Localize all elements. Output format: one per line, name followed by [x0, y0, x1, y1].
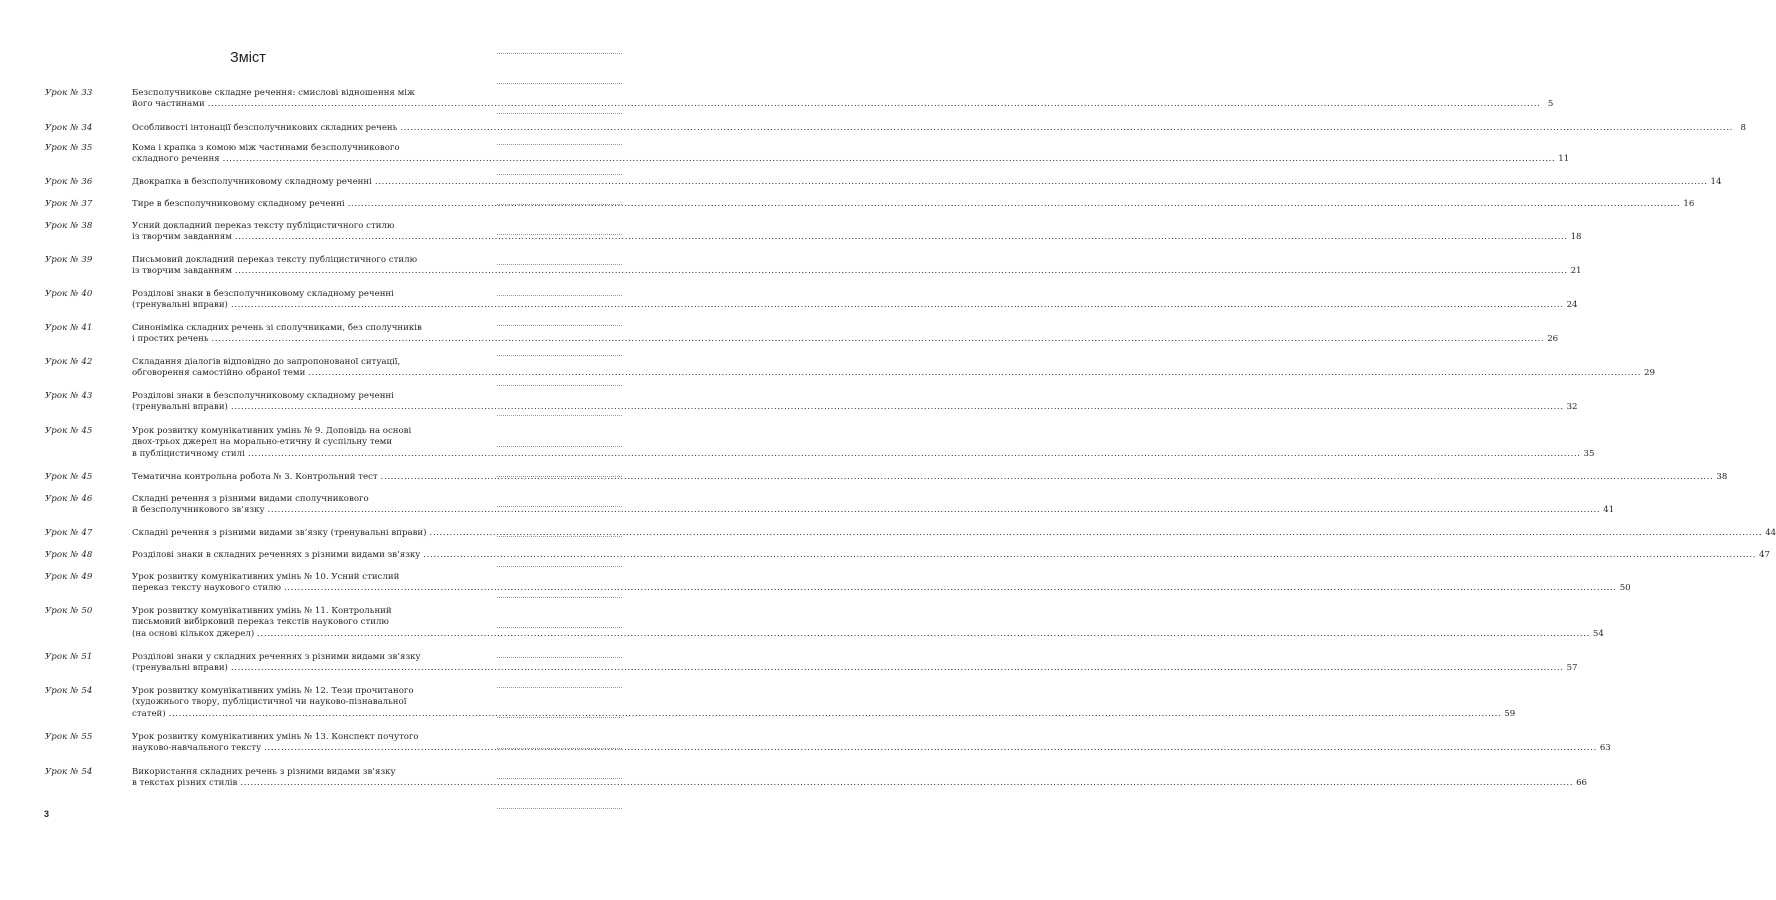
entry-line: Розділові знаки в безсполучниковому складному реченні — [132, 289, 394, 299]
note-line — [497, 174, 622, 175]
page-ref: 21 — [1570, 266, 1582, 277]
dot-leader: ................................................................................................................................................................................................................................................................................................................................................................................................................ — [267, 505, 1601, 516]
dot-leader: ................................................................................................................................................................................................................................................................................................................................................................................................................ — [234, 266, 1568, 277]
dot-leader: ................................................................................................................................................................................................................................................................................................................................................................................................................ — [230, 402, 1564, 413]
entry-line: Особливості інтонації безсполучникових складних речень — [132, 123, 398, 133]
entry-last-line — [132, 199, 1695, 210]
entry-text — [132, 606, 1604, 640]
dot-leader: ................................................................................................................................................................................................................................................................................................................................................................................................................ — [211, 334, 1545, 345]
note-line — [497, 566, 622, 567]
page-ref: 59 — [1504, 708, 1516, 719]
entry-line: Урок розвитку комунікативних умінь № 12. Тези прочитаного — [132, 686, 414, 696]
note-line — [497, 204, 622, 205]
lesson-number: Урок № 46 — [45, 494, 93, 504]
entry-line: Двокрапка в безсполучниковому складному реченні — [132, 177, 372, 187]
note-line — [497, 355, 622, 356]
entry-line: письмовий вибірковий переказ текстів наукового стилю — [132, 617, 389, 628]
page-ref: 57 — [1566, 663, 1578, 674]
dot-leader: ................................................................................................................................................................................................................................................................................................................................................................................................................ — [168, 708, 1502, 719]
entry-line: в публіцистичному стилі — [132, 448, 245, 459]
lesson-number: Урок № 33 — [45, 88, 93, 98]
entry-text — [132, 767, 1587, 790]
note-line — [497, 264, 622, 265]
dot-leader: ................................................................................................................................................................................................................................................................................................................................................................................................................ — [234, 232, 1568, 243]
note-line — [497, 476, 622, 477]
entry-text — [132, 572, 1631, 595]
entry-last-line — [132, 300, 1578, 311]
dot-leader: ................................................................................................................................................................................................................................................................................................................................................................................................................ — [374, 177, 1708, 187]
lesson-number: Урок № 48 — [45, 550, 93, 560]
page-ref: 16 — [1683, 199, 1695, 209]
page-number: 3 — [44, 809, 50, 819]
page-ref: 66 — [1576, 778, 1587, 789]
note-line — [497, 144, 622, 145]
note-line — [497, 748, 622, 749]
page-ref: 24 — [1566, 300, 1578, 311]
note-line — [497, 234, 622, 235]
note-line — [497, 83, 622, 84]
page-ref: 14 — [1710, 177, 1722, 187]
entry-line: Кома і крапка з комою між частинами безсполучникового — [132, 143, 400, 153]
note-line — [497, 687, 622, 688]
lesson-number: Урок № 40 — [45, 289, 93, 299]
entry-text — [132, 255, 1582, 278]
page-ref: 38 — [1716, 472, 1728, 482]
dot-leader: ................................................................................................................................................................................................................................................................................................................................................................................................................ — [380, 472, 1714, 482]
entry-line: двох-трьох джерел на морально-етичну й суспільну теми — [132, 437, 393, 448]
entry-last-line — [132, 550, 1770, 561]
lesson-number: Урок № 51 — [45, 652, 93, 662]
dot-leader: ................................................................................................................................................................................................................................................................................................................................................................................................................ — [222, 154, 1556, 165]
entry-last-line — [132, 154, 1570, 165]
entry-last-line — [132, 177, 1722, 188]
entry-last-line — [132, 402, 1578, 413]
page-title: Зміст — [230, 50, 266, 66]
dot-leader: ................................................................................................................................................................................................................................................................................................................................................................................................................ — [264, 743, 1597, 754]
entry-text — [132, 494, 1615, 517]
page-ref: 41 — [1603, 505, 1615, 516]
entry-line: із творчим завданням — [132, 232, 232, 243]
lesson-number: Урок № 34 — [45, 123, 93, 133]
entry-text — [132, 686, 1516, 720]
note-line — [497, 778, 622, 779]
page-ref: 18 — [1570, 232, 1582, 243]
entry-text — [132, 357, 1655, 380]
lesson-number: Урок № 54 — [45, 686, 93, 696]
entry-text — [132, 426, 1595, 460]
dot-leader: ................................................................................................................................................................................................................................................................................................................................................................................................................ — [247, 448, 1581, 459]
dot-leader: ................................................................................................................................................................................................................................................................................................................................................................................................................ — [400, 123, 1734, 133]
entry-text — [132, 550, 1770, 561]
dot-leader: ................................................................................................................................................................................................................................................................................................................................................................................................................ — [240, 778, 1574, 789]
entry-text — [132, 528, 1776, 539]
page-ref: 63 — [1599, 743, 1611, 754]
entry-line: Складні речення з різними видами зв’язку (тренувальні вправи) — [132, 528, 427, 538]
note-line — [497, 506, 622, 507]
note-line — [497, 446, 622, 447]
dot-leader: ................................................................................................................................................................................................................................................................................................................................................................................................................ — [230, 663, 1564, 674]
lesson-number: Урок № 45 — [45, 426, 93, 436]
entry-last-line — [132, 743, 1611, 754]
entry-line: Використання складних речень з різними видами зв’язку — [132, 767, 396, 777]
note-line — [497, 295, 622, 296]
note-line — [497, 325, 622, 326]
entry-line: Безсполучникове складне речення: смислові відношення між — [132, 88, 415, 98]
entry-line: (тренувальні вправи) — [132, 300, 228, 311]
entry-line: й безсполучникового зв’язку — [132, 505, 265, 516]
entry-line: і простих речень — [132, 334, 209, 345]
entry-line: (на основі кількох джерел) — [132, 628, 255, 639]
entry-last-line — [132, 472, 1728, 483]
lesson-number: Урок № 45 — [45, 472, 93, 482]
lesson-number: Урок № 38 — [45, 221, 93, 231]
note-line — [497, 597, 622, 598]
entry-text — [132, 323, 1559, 346]
entry-text — [132, 177, 1722, 188]
entry-line: Складні речення з різними видами сполучникового — [132, 494, 369, 504]
dot-leader: ................................................................................................................................................................................................................................................................................................................................................................................................................ — [257, 628, 1590, 639]
page-ref: 50 — [1619, 583, 1631, 594]
entry-last-line — [132, 266, 1582, 277]
entry-text — [132, 143, 1570, 166]
note-line — [497, 627, 622, 628]
dot-leader: ................................................................................................................................................................................................................................................................................................................................................................................................................ — [230, 300, 1564, 311]
entry-line: Урок розвитку комунікативних умінь № 10. Усний стислий — [132, 572, 400, 582]
page-ref: 32 — [1566, 402, 1578, 413]
note-line — [497, 113, 622, 114]
lesson-number: Урок № 43 — [45, 391, 93, 401]
entry-text — [132, 652, 1578, 675]
lesson-number: Урок № 54 — [45, 767, 93, 777]
entry-last-line — [132, 232, 1582, 243]
entry-last-line — [132, 123, 1747, 134]
entry-line: Розділові знаки у складних реченнях з різними видами зв’язку — [132, 652, 421, 662]
dot-leader: ................................................................................................................................................................................................................................................................................................................................................................................................................ — [347, 199, 1681, 209]
page-ref: 54 — [1592, 628, 1604, 639]
entry-line: в текстах різних стилів — [132, 778, 238, 789]
entry-line: складного речення — [132, 154, 220, 165]
page-ref: 11 — [1558, 154, 1570, 165]
entry-text — [132, 732, 1611, 755]
entry-last-line — [132, 628, 1604, 640]
entry-text — [132, 472, 1728, 483]
entry-line: Складання діалогів відповідно до запропонованої ситуації, — [132, 357, 401, 367]
entry-last-line — [132, 708, 1516, 720]
dot-leader: ................................................................................................................................................................................................................................................................................................................................................................................................................ — [308, 368, 1641, 379]
entry-line: Урок розвитку комунікативних умінь № 11. Контрольний — [132, 606, 392, 616]
dot-leader: ................................................................................................................................................................................................................................................................................................................................................................................................................ — [284, 583, 1617, 594]
lesson-number: Урок № 35 — [45, 143, 93, 153]
entry-line: обговорення самостійно обраної теми — [132, 368, 306, 379]
notes-column — [497, 0, 622, 900]
entry-text — [132, 289, 1578, 312]
lesson-number: Урок № 49 — [45, 572, 93, 582]
entry-line: Тематична контрольна робота № 3. Контрольний тест — [132, 472, 378, 482]
lesson-number: Урок № 42 — [45, 357, 93, 367]
entry-last-line — [132, 583, 1631, 594]
entry-line: (тренувальні вправи) — [132, 663, 228, 674]
note-line — [497, 808, 622, 809]
entry-text — [132, 88, 1554, 111]
note-line — [497, 536, 622, 537]
entry-line: Тире в безсполучниковому складному реченні — [132, 199, 345, 209]
entry-line: із творчим завданням — [132, 266, 232, 277]
lesson-number: Урок № 36 — [45, 177, 93, 187]
lesson-number: Урок № 37 — [45, 199, 93, 209]
entry-last-line — [132, 334, 1559, 345]
entry-line: статей) — [132, 708, 166, 719]
note-line — [497, 415, 622, 416]
lesson-number: Урок № 47 — [45, 528, 93, 538]
entry-last-line — [132, 368, 1655, 379]
page-ref: 8 — [1740, 123, 1747, 133]
lesson-number: Урок № 41 — [45, 323, 93, 333]
entry-line: Розділові знаки в безсполучниковому складному реченні — [132, 391, 394, 401]
note-line — [497, 657, 622, 658]
note-line — [497, 385, 622, 386]
entry-last-line — [132, 505, 1615, 516]
page-ref: 47 — [1759, 550, 1770, 560]
page-ref: 44 — [1765, 528, 1776, 538]
entry-last-line — [132, 99, 1554, 110]
entry-text — [132, 199, 1695, 210]
entry-line: (тренувальні вправи) — [132, 402, 228, 413]
entry-line: науково-навчального тексту — [132, 743, 262, 754]
entry-text — [132, 221, 1582, 244]
dot-leader: ................................................................................................................................................................................................................................................................................................................................................................................................................ — [207, 99, 1541, 110]
entry-line: Урок розвитку комунікативних умінь № 13. Конспект почутого — [132, 732, 419, 742]
entry-line: переказ тексту наукового стилю — [132, 583, 281, 594]
entry-text — [132, 391, 1578, 414]
entry-last-line — [132, 663, 1578, 674]
entry-line: Письмовий докладний переказ тексту публіцистичного стилю — [132, 255, 418, 265]
entry-last-line — [132, 778, 1587, 789]
page-ref: 29 — [1644, 368, 1655, 379]
page-ref: 35 — [1583, 448, 1595, 459]
note-line — [497, 53, 622, 54]
entry-line: Розділові знаки в складних реченнях з різними видами зв’язку — [132, 550, 421, 560]
entry-line: Синоніміка складних речень зі сполучниками, без сполучників — [132, 323, 422, 333]
dot-leader: ................................................................................................................................................................................................................................................................................................................................................................................................................ — [429, 528, 1763, 538]
page-ref: 26 — [1547, 334, 1559, 345]
entry-line: Усний докладний переказ тексту публіцистичного стилю — [132, 221, 395, 231]
lesson-number: Урок № 39 — [45, 255, 93, 265]
lesson-number: Урок № 55 — [45, 732, 93, 742]
note-line — [497, 717, 622, 718]
entry-line: його частинами — [132, 99, 205, 110]
entry-text — [132, 123, 1747, 134]
entry-last-line — [132, 448, 1595, 460]
dot-leader: ................................................................................................................................................................................................................................................................................................................................................................................................................ — [423, 550, 1757, 560]
lesson-number: Урок № 50 — [45, 606, 93, 616]
entry-last-line — [132, 528, 1776, 539]
page-ref: 5 — [1547, 99, 1554, 110]
entry-line: (художнього твору, публіцистичної чи науково-пізнавальної — [132, 697, 407, 708]
entry-line: Урок розвитку комунікативних умінь № 9. Доповідь на основі — [132, 426, 412, 436]
